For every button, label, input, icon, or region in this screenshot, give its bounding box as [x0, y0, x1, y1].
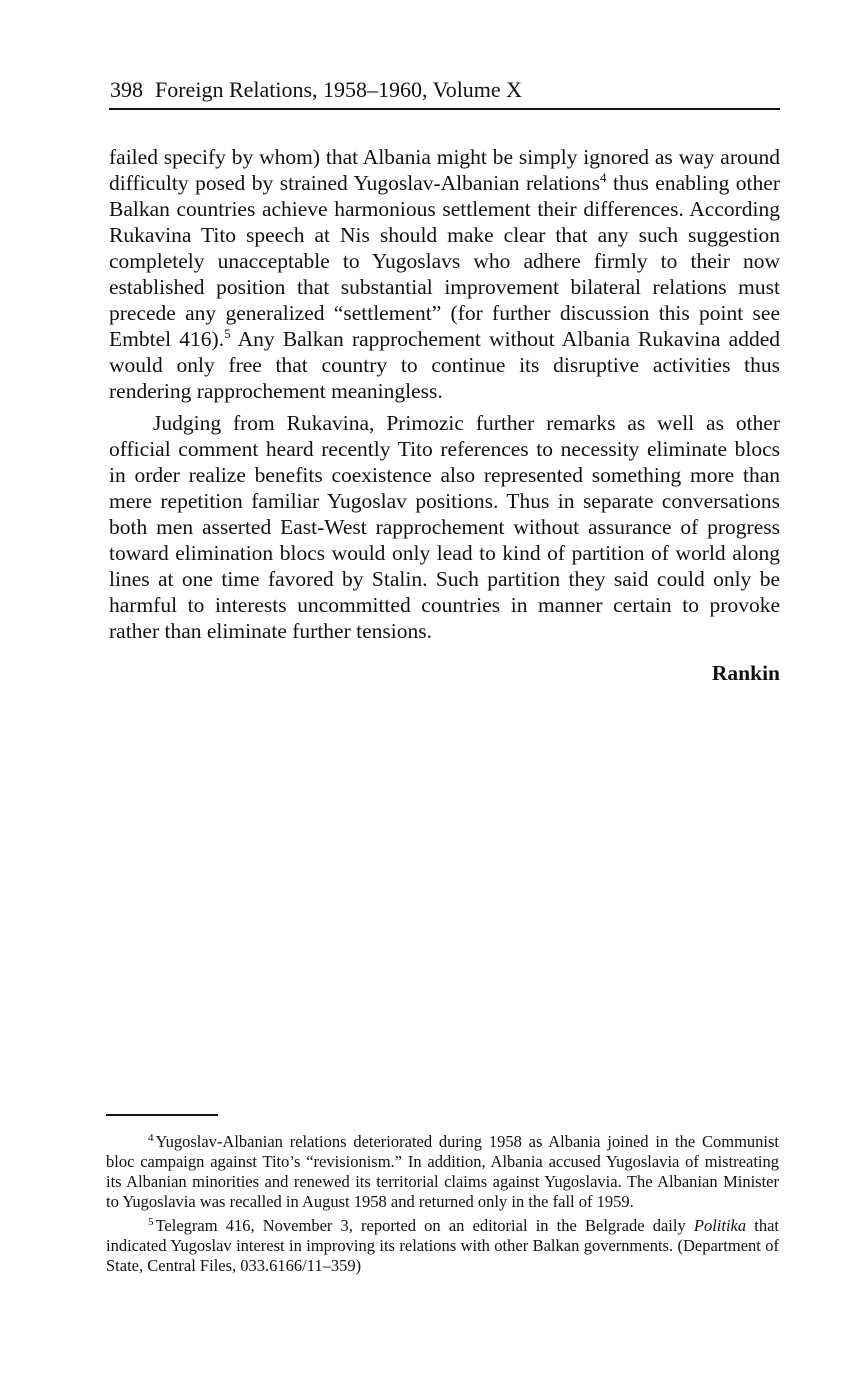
- footnote-number: 4: [148, 1131, 154, 1144]
- footnote-text-b: that indicated Yugoslav interest in improving its relations with other Balkan governments. (Department of State, Central Files, 033.6166/11–359): [106, 1216, 780, 1275]
- footnotes: [106, 1114, 779, 1280]
- footnote-text-a: Telegram 416, November 3, reported on an editorial in the Belgrade daily: [155, 1216, 694, 1235]
- running-head-title: Foreign Relations, 1958–1960, Volume X: [155, 77, 523, 102]
- paragraph-1-text-a: failed specify by whom) that Albania might be simply ignored as way around difficulty posed by strained Yugoslav-Albanian relations: [109, 145, 780, 195]
- page-number: 398: [110, 77, 143, 102]
- page-content: [109, 72, 780, 686]
- footnote-4: [106, 1132, 779, 1212]
- body-text: [109, 144, 780, 644]
- paragraph-1-text-b: thus enabling other Balkan countries achieve harmonious settlement their differences. According Rukavina Tito speech at Nis should make clear that any such suggestion completely unacceptable to Yugoslavs who adhere firmly to their now established position that substantial improvement bilateral relations must precede any generalized “settlement” (for further discussion this point see Embtel 416).: [109, 171, 780, 351]
- footnote-text: Yugoslav-Albanian relations deteriorated during 1958 as Albania joined in the Communist bloc campaign against Tito’s “revisionism.” In addition, Albania accused Yugoslavia of mistreating its Albanian minorities and renewed its territorial claims against Yugoslavia. The Albanian Minister to Yugoslavia was recalled in August 1958 and returned only in the fall of 1959.: [106, 1132, 779, 1211]
- running-head: [109, 72, 780, 110]
- signature: Rankin: [711, 661, 780, 685]
- footnote-ref-5[interactable]: 5: [224, 325, 231, 341]
- footnote-number: 5: [148, 1215, 154, 1228]
- footnote-divider: [106, 1114, 218, 1116]
- footnote-5: [106, 1216, 779, 1276]
- footnote-ref-4[interactable]: 4: [599, 169, 607, 185]
- footnote-italic-title: Politika: [693, 1216, 747, 1235]
- paragraph-1-text-c: Any Balkan rapprochement without Albania Rukavina added would only free that country to continue its disruptive activities thus rendering rapprochement meaningless.: [109, 327, 780, 403]
- paragraph-2: Judging from Rukavina, Primozic further remarks as well as other official comment heard recently Tito references to necessity eliminate blocs in order realize benefits coexistence also represented something more than mere repetition familiar Yugoslav positions. Thus in separate conversations both men asserted East-West rapprochement without assurance of progress toward elimination blocs would only lead to kind of partition of world along lines at one time favored by Stalin. Such partition they said could only be harmful to interests uncommitted countries in manner certain to provoke rather than eliminate further tensions.: [109, 411, 780, 643]
- paragraph-1: [109, 144, 780, 404]
